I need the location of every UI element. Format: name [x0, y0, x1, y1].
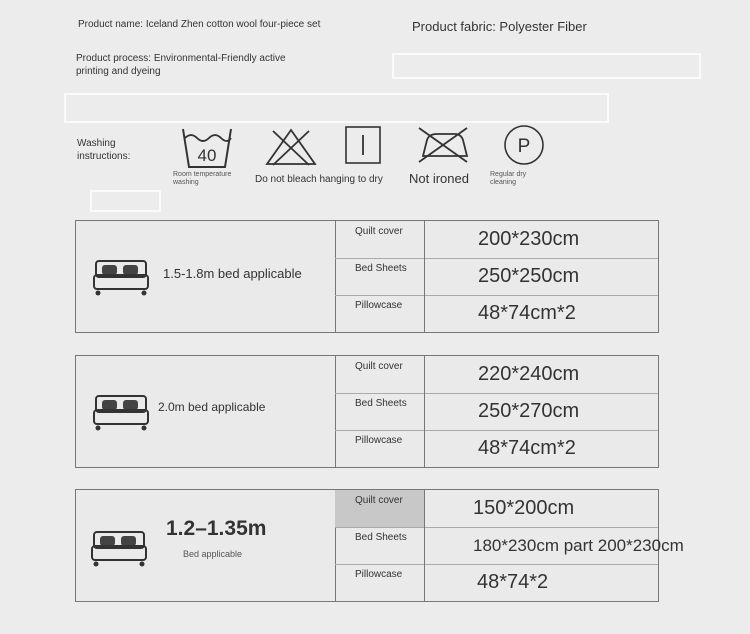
item-size: 250*250cm	[478, 265, 580, 287]
table-row	[335, 221, 658, 259]
item-label: Bed Sheets	[335, 527, 425, 564]
bed-icon	[90, 528, 148, 568]
bed-icon	[92, 257, 150, 297]
item-label: Quilt cover	[335, 356, 425, 393]
product-process-line1: Product process: Environmental-Friendly active	[76, 53, 286, 64]
not-ironed-label: Not ironed	[409, 171, 469, 186]
bed-cell	[76, 221, 336, 332]
item-label: Pillowcase	[335, 295, 425, 332]
item-size: 250*270cm	[478, 400, 580, 422]
size-table-2	[75, 355, 659, 468]
no-bleach-hang-label: Do not bleach hanging to dry	[255, 174, 383, 185]
temp-caption	[173, 171, 231, 187]
bed-cell	[76, 356, 336, 467]
bed-title: 1.2–1.35m	[166, 517, 267, 540]
dry-clean-letter: P	[517, 136, 531, 157]
table-row	[335, 258, 658, 296]
product-process	[76, 52, 286, 78]
washing-label-line1: Washing	[77, 138, 116, 149]
item-label: Pillowcase	[335, 564, 425, 601]
item-label: Quilt cover	[335, 221, 425, 258]
no-iron-icon	[417, 126, 469, 164]
item-size: 180*230cm part 200*230cm	[473, 535, 684, 555]
size-table-3	[75, 489, 684, 602]
table-row	[335, 356, 658, 394]
table-row	[335, 564, 658, 601]
table-row	[335, 393, 658, 431]
dry-caption-line1: Regular dry	[490, 171, 527, 178]
temp-caption-line2: washing	[173, 179, 199, 186]
blank-box	[392, 53, 701, 79]
blank-box	[64, 93, 609, 123]
table-row	[335, 527, 684, 565]
table-row	[335, 295, 658, 332]
product-process-line2: printing and dyeing	[76, 66, 161, 77]
wash-40-icon	[180, 126, 234, 170]
hang-dry-icon	[345, 126, 381, 164]
bed-title: 1.5-1.8m bed applicable	[163, 266, 302, 281]
washing-label	[77, 137, 130, 163]
temp-caption-line1: Room temperature	[173, 171, 232, 178]
bed-cell	[76, 490, 336, 601]
item-size: 200*230cm	[478, 228, 580, 250]
blank-box	[90, 190, 161, 212]
bed-icon	[92, 392, 150, 432]
bed-title: 2.0m bed applicable	[158, 400, 266, 414]
item-label: Quilt cover	[335, 490, 425, 527]
bed-subtitle: Bed applicable	[183, 549, 243, 559]
dry-caption-line2: cleaning	[490, 179, 517, 186]
no-bleach-icon	[265, 127, 317, 167]
item-size: 150*200cm	[473, 497, 575, 519]
item-size: 48*74*2	[477, 571, 549, 593]
table-row	[335, 490, 658, 528]
item-label: Bed Sheets	[335, 393, 425, 430]
item-size: 48*74cm*2	[478, 437, 576, 459]
product-fabric: Product fabric: Polyester Fiber	[412, 19, 587, 34]
washing-label-line2: instructions:	[77, 151, 131, 162]
dry-caption	[490, 171, 526, 187]
table-row	[335, 430, 658, 467]
item-size: 48*74cm*2	[478, 302, 576, 324]
dry-clean-icon	[503, 124, 545, 166]
size-table-1	[75, 220, 659, 333]
item-label: Bed Sheets	[335, 258, 425, 295]
wash-temp-value: 40	[197, 146, 217, 165]
product-name: Product name: Iceland Zhen cotton wool four-piece set	[78, 19, 321, 30]
item-size: 220*240cm	[478, 363, 580, 385]
item-label: Pillowcase	[335, 430, 425, 467]
